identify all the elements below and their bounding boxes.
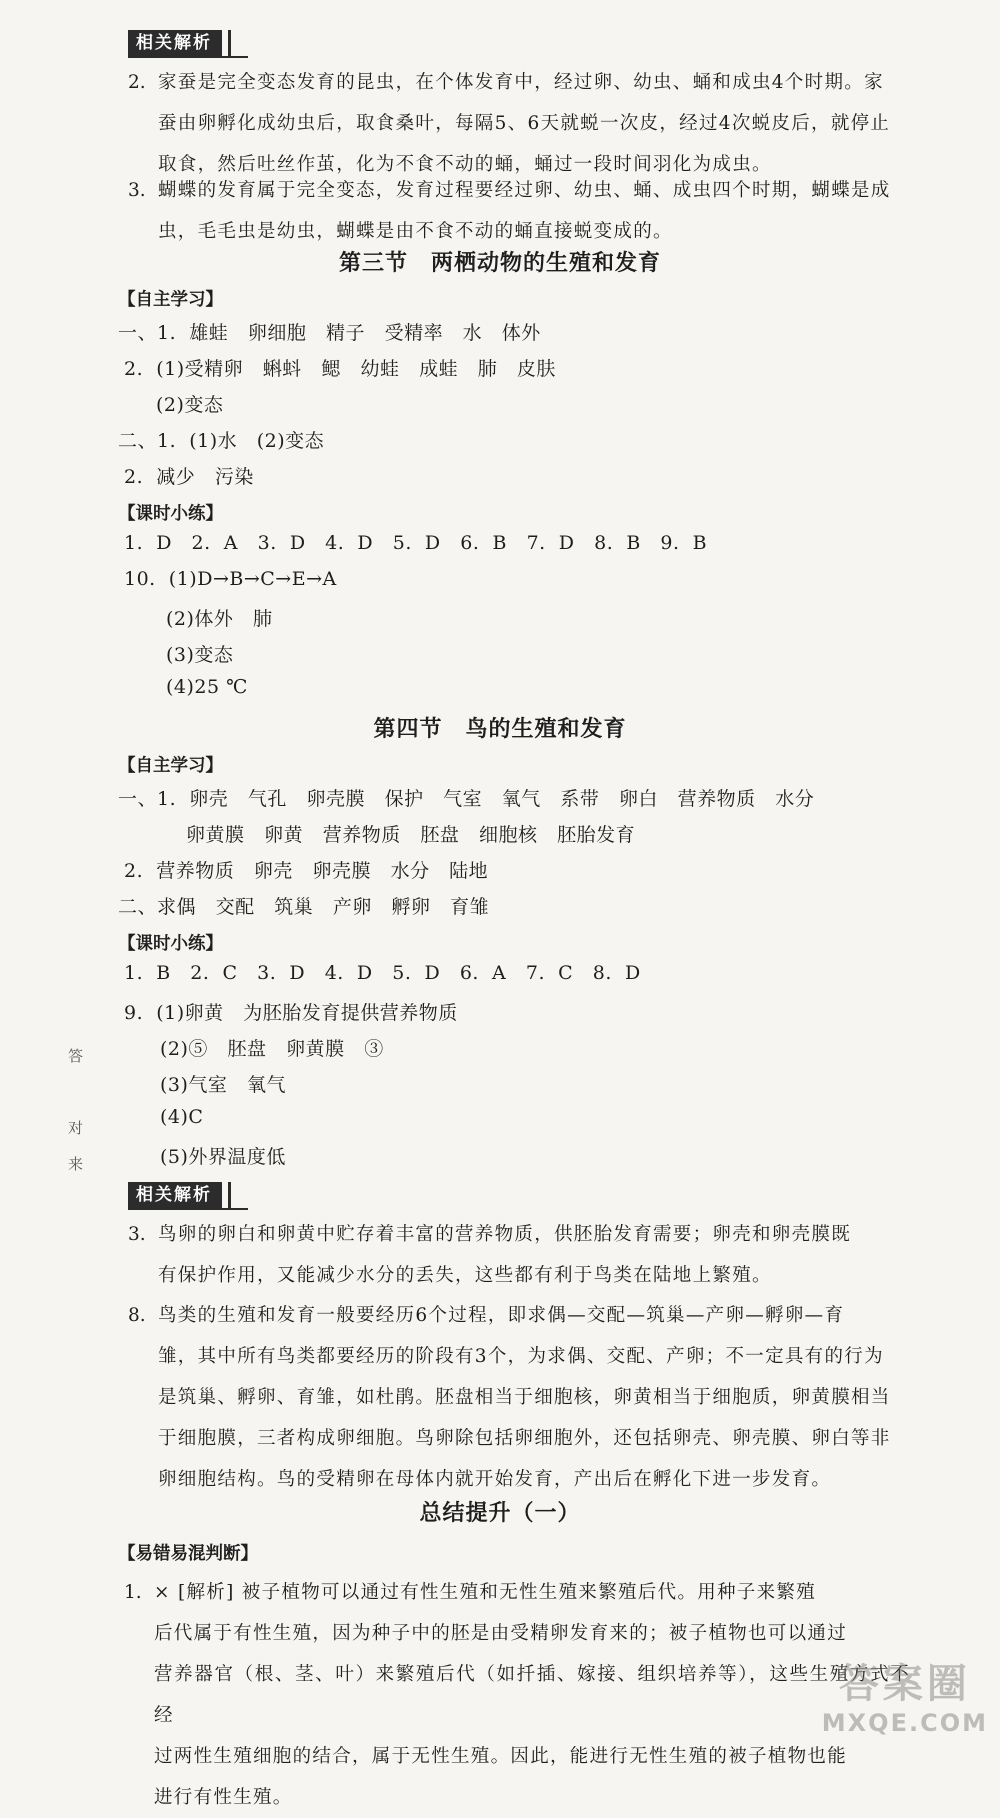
answer-line: 9. (1)卵黄 为胚胎发育提供营养物质 <box>124 1002 458 1024</box>
answer-line: 一、1. 卵壳 气孔 卵壳膜 保护 气室 氧气 系带 卵白 营养物质 水分 <box>118 788 815 810</box>
answer-line: 二、1. (1)水 (2)变态 <box>118 430 325 452</box>
self-study-heading: 【自主学习】 <box>118 290 223 310</box>
related-analysis-tag: 相关解析 <box>128 30 228 56</box>
answer-line: (2)变态 <box>156 394 224 416</box>
answer-line: 2. 减少 污染 <box>124 466 254 488</box>
answer-line: (3)变态 <box>166 644 234 666</box>
answer-line: 2. (1)受精卵 蝌蚪 鳃 幼蛙 成蛙 肺 皮肤 <box>124 358 556 380</box>
answer-line: (4)C <box>160 1106 204 1128</box>
margin-note: 对 <box>68 1119 84 1137</box>
explanation-item-2: 2. 家蚕是完全变态发育的昆虫，在个体发育中，经过卵、幼虫、蛹和成虫4个时期。家 蚕由卵孵化成幼虫后，取食桑叶，每隔5、6天就蜕一次皮，经过4次蜕皮后，就停止 取食，然后吐丝作茧，化为不食不动的蛹，蛹过一段时间羽化为成虫。 <box>128 72 891 175</box>
answer-line: 卵黄膜 卵黄 营养物质 胚盘 细胞核 胚胎发育 <box>186 824 636 846</box>
answer-line: (4)25 ℃ <box>166 676 248 698</box>
answer-line: 10. (1)D→B→C→E→A <box>124 568 337 590</box>
explanation-item-8: 8. 鸟类的生殖和发育一般要经历6个过程，即求偶—交配—筑巢—产卵—孵卵—育 雏，其中所有鸟类都要经历的阶段有3个，为求偶、交配、产卵；不一定具有的行为 是筑巢、孵卵、育雏，如杜鹃。胚盘相当于细胞核，卵黄相当于细胞质，卵黄膜相当 于细胞膜，三者构成卵细胞。鸟卵除包括卵细胞外，还包括卵壳、卵壳膜、卵白等非 卵细胞结构。鸟的受精卵在母体内就开始发育，产出后在孵化下进一步发育。 <box>128 1305 891 1490</box>
self-study-heading: 【自主学习】 <box>118 756 223 776</box>
summary-title: 总结提升（一） <box>419 1501 581 1526</box>
watermark-logo: 答案圈 MXQE.COM <box>821 1661 988 1737</box>
practice-heading: 【课时小练】 <box>118 934 223 954</box>
answer-line: 2. 营养物质 卵壳 卵壳膜 水分 陆地 <box>124 860 489 882</box>
margin-note: 来 <box>68 1155 84 1173</box>
margin-note: 答 <box>68 1047 84 1065</box>
tag-underline <box>128 56 248 58</box>
answer-line: (3)气室 氧气 <box>160 1074 287 1096</box>
tag-underline <box>128 1208 248 1210</box>
answer-line: 1. B 2. C 3. D 4. D 5. D 6. A 7. C 8. D <box>124 962 641 984</box>
practice-heading: 【课时小练】 <box>118 504 223 524</box>
answer-line: 1. D 2. A 3. D 4. D 5. D 6. B 7. D 8. B 9. B <box>124 532 708 554</box>
answer-line: 一、1. 雄蛙 卵细胞 精子 受精率 水 体外 <box>118 322 541 344</box>
related-analysis-tag: 相关解析 <box>128 1182 228 1208</box>
answer-line: 二、求偶 交配 筑巢 产卵 孵卵 育雏 <box>118 896 490 918</box>
section-title-birds: 第四节 鸟的生殖和发育 <box>373 717 627 742</box>
explanation-item-3: 3. 蝴蝶的发育属于完全变态，发育过程要经过卵、幼虫、蛹、成虫四个时期，蝴蝶是成 虫，毛毛虫是幼虫，蝴蝶是由不食不动的蛹直接蜕变成的。 <box>128 180 891 242</box>
answer-line: (5)外界温度低 <box>160 1146 286 1168</box>
explanation-item-3: 3. 鸟卵的卵白和卵黄中贮存着丰富的营养物质，供胚胎发育需要；卵壳和卵壳膜既 有保护作用，又能减少水分的丢失，这些都有利于鸟类在陆地上繁殖。 <box>128 1224 852 1286</box>
answer-line: (2)体外 肺 <box>166 608 273 630</box>
judgement-item-1: 1. × [解析] 被子植物可以通过有性生殖和无性生殖来繁殖后代。用种子来繁殖 后代属于有性生殖，因为种子中的胚是由受精卵发育来的；被子植物也可以通过 营养器官（根、茎、叶）来繁殖后代（如扦插、嫁接、组织培养等），这些生殖方式不经 过两性生殖细胞的结合，属于无性生殖。因此，能进行无性生殖的被子植物也能 进行有性生殖。 <box>124 1582 910 1808</box>
section-title-amphibians: 第三节 两栖动物的生殖和发育 <box>338 251 661 276</box>
error-prone-heading: 【易错易混判断】 <box>118 1544 258 1564</box>
answer-line: (2)⑤ 胚盘 卵黄膜 ③ <box>160 1038 384 1060</box>
